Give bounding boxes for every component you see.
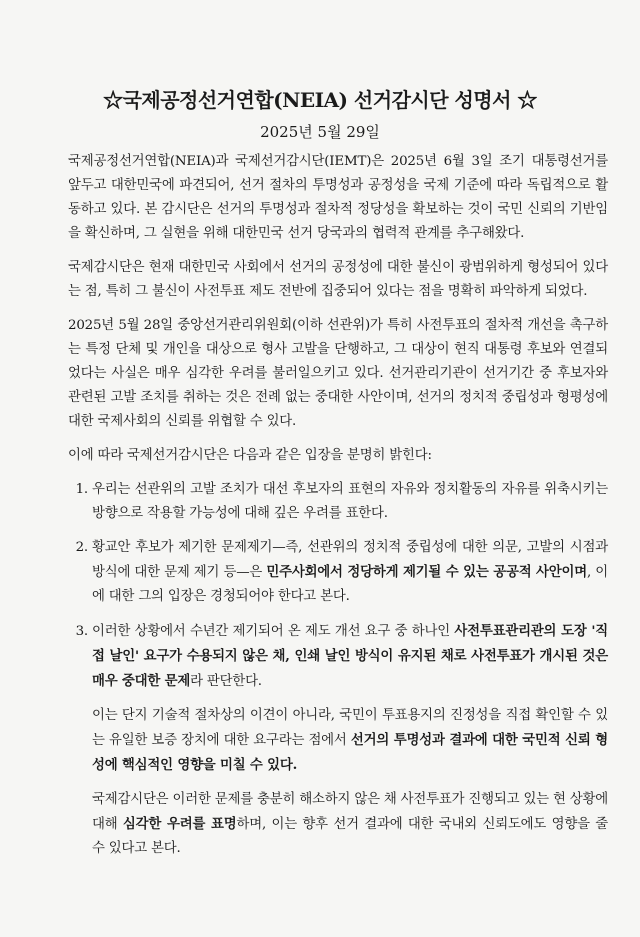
sub-2-text-bold: 심각한 우려를 표명 — [122, 816, 237, 832]
item-3-text-c: 라 판단한다. — [190, 674, 262, 689]
item-2-text-bold: 민주사회에서 정당하게 제기될 수 있는 공공적 사안이며 — [266, 564, 587, 580]
item-2-text-c: , 이에 대한 그의 입장은 경청되어야 한다고 본다. — [92, 565, 609, 604]
paragraph-4: 이에 따라 국제선거감시단은 다음과 같은 입장을 분명히 밝힌다: — [68, 448, 432, 463]
position-item-1 — [92, 478, 608, 526]
item-1-text: 우리는 선관위의 고발 조치가 대선 후보자의 표현의 자유와 정치활동의 자유를 위축시키는 방향으로 작용할 가능성에 대해 깊은 우려를 표한다. — [92, 482, 608, 521]
position-list — [68, 478, 608, 694]
statement-body — [68, 150, 608, 871]
paragraph-1: 국제공정선거연합(NEIA)과 국제선거감시단(IEMT)은 2025년 6월 3일 조기 대통령선거를 앞두고 대한민국에 파견되어, 선거 절차의 투명성과 공정성을 국제 기준에 따라 독립적으로 활동하고 있다. 본 감시단은 선거의 투명성과 절차적 정당성을 확보하는 것이 국민 신뢰의 기반임을 확신하며, 그 실현을 위해 대한민국 선거 당국과의 협력적 관계를 추구해왔다. — [68, 154, 608, 241]
position-item-3 — [92, 619, 608, 694]
sub-2-text-a: 국제감시단은 이러한 문제를 충분히 해소하지 않은 채 사전투표가 진행되고 있는 현 상황에 대해 — [92, 792, 608, 832]
sub-1-text-a: 이는 단지 기술적 절차상의 이견이 아니라, 국민이 투표용지의 진정성을 직접 확인할 수 있는 유일한 보증 장치에 대한 요구라는 점에서 — [92, 708, 608, 748]
item-2-text-a: 황교안 후보가 제기한 문제제기—즉, 선관위의 정치적 중립성에 대한 의문, 고발의 시점과 방식에 대한 문제 제기 등—은 — [92, 540, 608, 580]
sub-paragraph-1 — [92, 704, 608, 778]
sub-1-text-bold: 선거의 투명성과 결과에 대한 국민적 신뢰 형성에 핵심적인 영향을 미칠 수 있다. — [92, 732, 608, 773]
position-item-2 — [92, 536, 608, 609]
paragraph-2: 국제감시단은 현재 대한민국 사회에서 선거의 공정성에 대한 불신이 광범위하게 형성되어 있다는 점, 특히 그 불신이 사전투표 제도 전반에 집중되어 있다는 점을 명확히 파악하게 되었다. — [68, 260, 608, 299]
sub-2-text-c: 하며, 이는 향후 선거 결과에 대한 국내외 신뢰도에도 영향을 줄 수 있다고 본다. — [92, 817, 608, 856]
item-3-text-bold: 사전투표관리관의 도장 '직접 날인' 요구가 수용되지 않은 채, 인쇄 날인 방식이 유지된 채로 사전투표가 개시된 것은 매우 중대한 문제 — [92, 623, 608, 689]
item-3-text-a: 이러한 상황에서 수년간 제기되어 온 제도 개선 요구 중 하나인 — [92, 624, 455, 639]
statement-title: ☆국제공정선거연합(NEIA) 선거감시단 성명서 ☆ — [103, 88, 537, 112]
paragraph-3: 2025년 5월 28일 중앙선거관리위원회(이하 선관위)가 특히 사전투표의 절차적 개선을 촉구하는 특정 단체 및 개인을 대상으로 형사 고발을 단행하고, 그 대상이 현직 대통령 후보와 연결되었다는 사실은 매우 심각한 우려를 불러일으키고 있다. 선거관리기관이 선거기간 중 후보자와 관련된 고발 조치를 취하는 것은 전례 없는 중대한 사안이며, 선거의 정치적 중립성과 형평성에 대한 국제사회의 신뢰를 위협할 수 있다. — [68, 318, 608, 429]
statement-date: 2025년 5월 29일 — [260, 123, 380, 141]
sub-paragraph-2 — [92, 788, 608, 861]
